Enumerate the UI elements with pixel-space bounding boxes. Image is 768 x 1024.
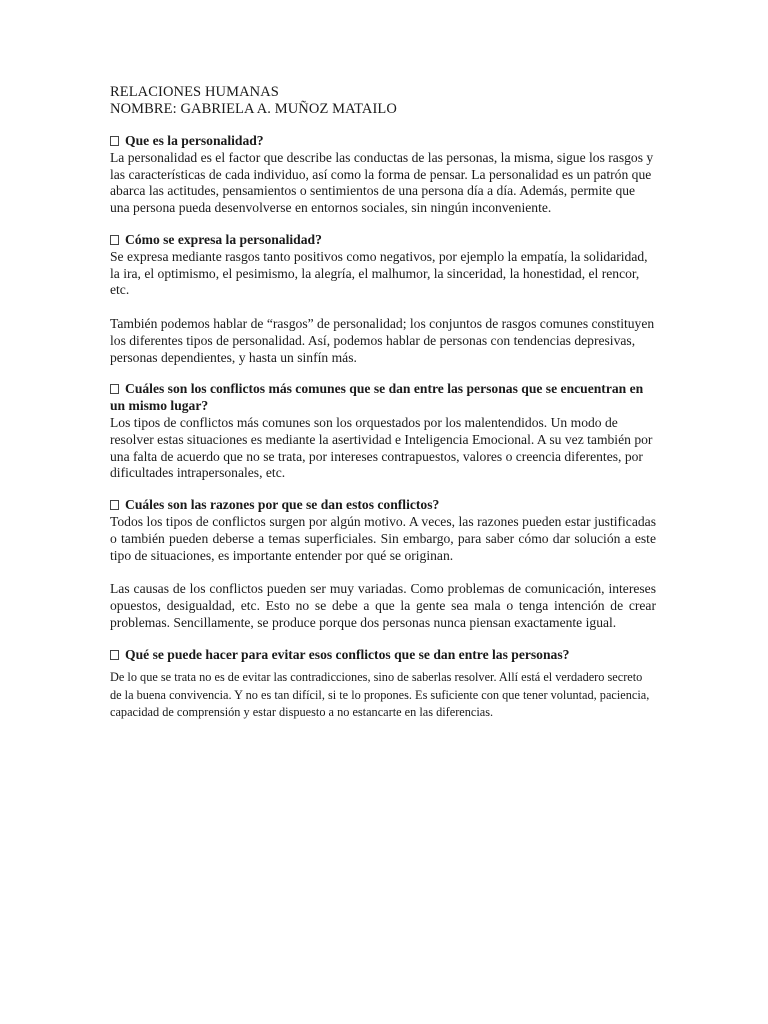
- answer-paragraph: Los tipos de conflictos más comunes son los orquestados por los malentendidos. Un modo de resolver estas situaciones es mediante la asertividad e Inteligencia Emocional. A su vez también por una falta de acuerdo que no se trata, por intereses contrapuestos, valores o creencia diferentes, por dificultades intrapersonales, etc.: [110, 414, 653, 481]
- section-personalidad: [110, 133, 656, 217]
- question-text: Cuáles son las razones por que se dan estos conflictos?: [125, 497, 440, 513]
- checkbox-bullet-icon: [110, 384, 119, 394]
- checkbox-bullet-icon: [110, 235, 119, 245]
- answer-paragraph: Las causas de los conflictos pueden ser muy variadas. Como problemas de comunicación, intereses opuestos, desigualdad, etc. Esto no se debe a que la gente sea mala o tenga intención de crear problemas. Sencillamente, se produce porque dos personas nunca piensan exactamente igual.: [110, 581, 656, 630]
- answer-paragraph: La personalidad es el factor que describe las conductas de las personas, la misma, sigue los rasgos y las características de cada individuo, así como la forma de pensar. La personalidad es un patrón que abarca las actitudes, pensamientos o sentimientos de una persona día a día. Además, permite que una persona pueda desenvolverse en entornos sociales, sin ningún inconveniente.: [110, 149, 654, 216]
- answer-paragraph: Todos los tipos de conflictos surgen por algún motivo. A veces, las razones pueden estar justificadas o también pueden deberse a temas superficiales. Sin embargo, para saber cómo dar solución a este tipo de situaciones, es importante entender por qué se originan.: [110, 513, 656, 563]
- question-text: Cuáles son los conflictos más comunes que se dan entre las personas que se encuentran en un mismo lugar?: [110, 381, 644, 414]
- question-text: Cómo se expresa la personalidad?: [125, 231, 322, 247]
- checkbox-bullet-icon: [110, 136, 119, 146]
- checkbox-bullet-icon: [110, 650, 119, 660]
- question-heading: [110, 133, 656, 150]
- question-heading: [110, 381, 656, 415]
- question-text: Qué se puede hacer para evitar esos conflictos que se dan entre las personas?: [125, 646, 570, 662]
- answer-paragraph: De lo que se trata no es de evitar las contradicciones, sino de saberlas resolver. Allí está el verdadero secreto de la buena convivencia. Y no es tan difícil, si te lo propones. Es suficiente con que tener voluntad, paciencia, capacidad de comprensión y estar dispuesto a no estancarte en las diferencias.: [110, 670, 650, 719]
- question-text: Que es la personalidad?: [125, 133, 264, 148]
- question-heading: [110, 647, 656, 664]
- answer-paragraph: Se expresa mediante rasgos tanto positivos como negativos, por ejemplo la empatía, la solidaridad, la ira, el optimismo, el pesimismo, la alegría, el malhumor, la sinceridad, la honestidad, el rencor, etc.: [110, 248, 648, 298]
- question-heading: [110, 497, 656, 514]
- subject-title: RELACIONES HUMANAS: [110, 84, 279, 100]
- answer-paragraph: También podemos hablar de “rasgos” de personalidad; los conjuntos de rasgos comunes constituyen los diferentes tipos de personalidad. Así, podemos hablar de personas con tendencias depresivas, personas dependientes, y hasta un sinfín más.: [110, 315, 655, 365]
- question-heading: [110, 232, 656, 249]
- document-content: [110, 84, 656, 721]
- student-name: NOMBRE: GABRIELA A. MUÑOZ MATAILO: [110, 101, 397, 117]
- section-conflictos-comunes: [110, 381, 656, 482]
- section-expresion: [110, 232, 656, 366]
- section-razones: [110, 497, 656, 631]
- document-header: [110, 84, 656, 118]
- section-evitar-conflictos: [110, 647, 656, 721]
- checkbox-bullet-icon: [110, 500, 119, 510]
